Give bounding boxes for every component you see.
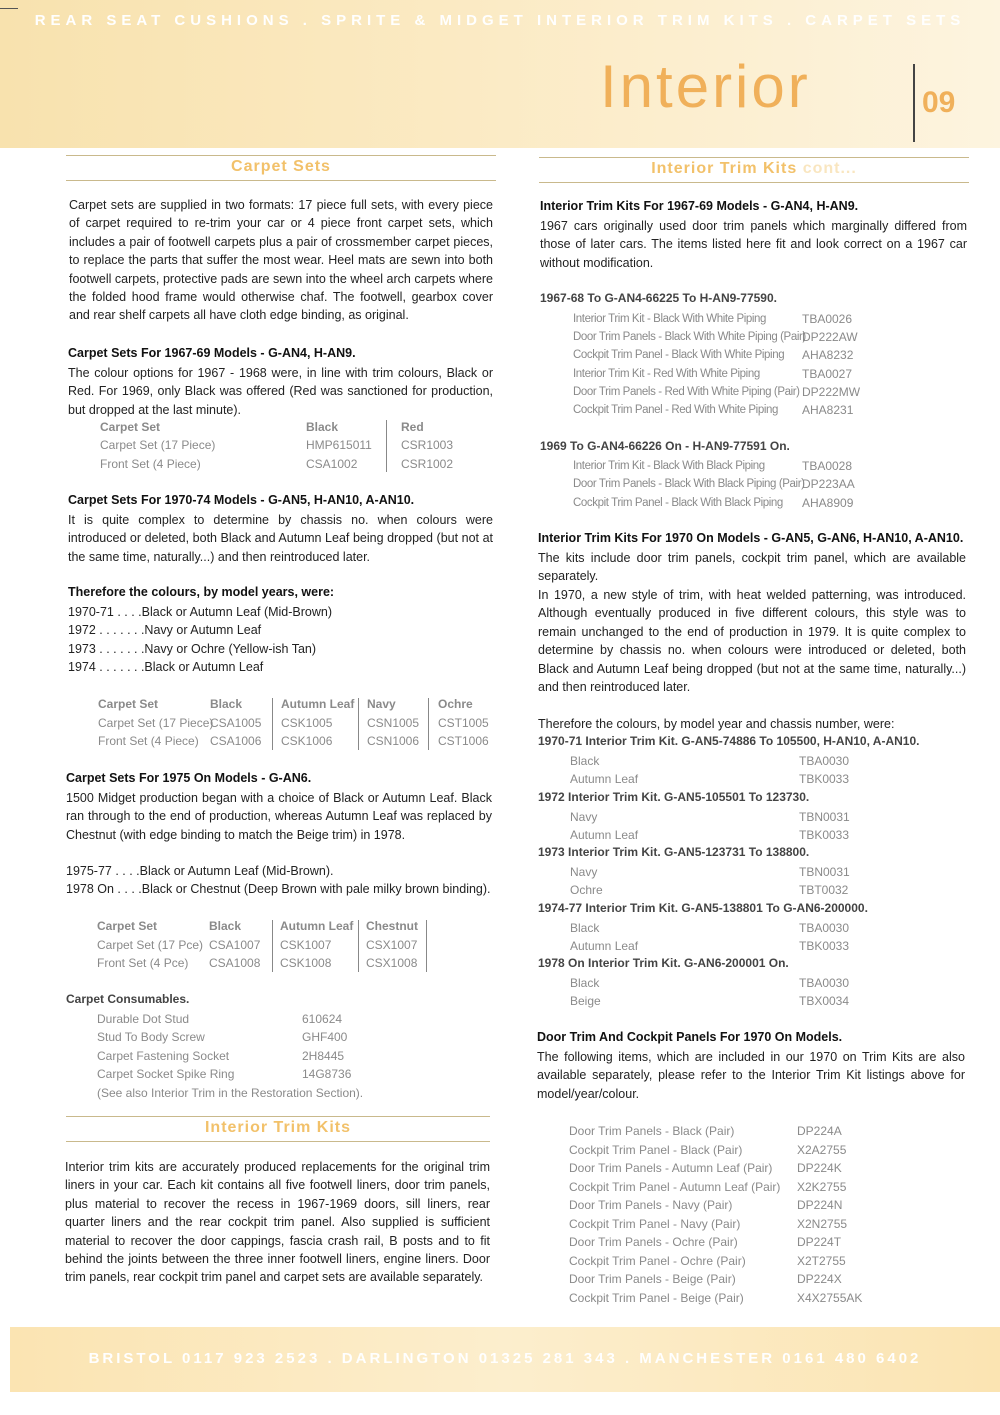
table-cell: CSR1002 xyxy=(401,457,454,471)
colour-code: TBX0034 xyxy=(799,994,850,1008)
trim-code: DP223AA xyxy=(802,477,855,491)
colour-code: TBN0031 xyxy=(799,865,850,879)
consumables-note: (See also Interior Trim in the Restoration Section). xyxy=(97,1086,364,1100)
year-line: 1974 . . . . . . .Black or Autumn Leaf xyxy=(68,660,264,674)
s3-title: Carpet Sets For 1975 On Models - G-AN6. xyxy=(66,771,312,785)
table-cell: CSN1005 xyxy=(367,716,420,730)
s2-text: It is quite complex to determine by chassis no. when colours were introduced or deleted, both Black and Autumn Leaf being dropped (but not at the same time, naturally...) and then reintroduced later. xyxy=(68,513,493,564)
r2-title: Interior Trim Kits For 1970 On Models - G-AN5, G-AN6, H-AN10, A-AN10. xyxy=(538,531,964,545)
panel-code: DP224X xyxy=(797,1272,842,1286)
table-header: Autumn Leaf xyxy=(281,697,355,711)
colour-name: Autumn Leaf xyxy=(570,772,639,786)
table-cell: CSA1008 xyxy=(209,956,261,970)
table-header: Carpet Set xyxy=(97,919,158,933)
year-line: 1972 . . . . . . .Navy or Autumn Leaf xyxy=(68,623,262,637)
table-cell: CSN1006 xyxy=(367,734,420,748)
consumable-code: 610624 xyxy=(302,1012,343,1026)
panel-item: Door Trim Panels - Ochre (Pair) xyxy=(569,1235,738,1249)
title-divider xyxy=(913,64,915,142)
trim-item: Interior Trim Kit - Red With White Piping xyxy=(573,368,760,380)
table-header: Black xyxy=(209,919,242,933)
trim-code: TBA0027 xyxy=(802,367,853,381)
table-cell: CSK1007 xyxy=(280,938,332,952)
panel-code: X4X2755AK xyxy=(797,1291,863,1305)
table-cell: CSA1006 xyxy=(210,734,262,748)
trim-item: Door Trim Panels - Black With Black Piping (Pair) xyxy=(573,478,805,490)
trim-code: AHA8231 xyxy=(802,403,854,417)
trim-code: AHA8232 xyxy=(802,348,854,362)
table-header: Navy xyxy=(367,697,396,711)
trim-item: Door Trim Panels - Red With White Piping (Pair) xyxy=(573,386,800,398)
colour-name: Black xyxy=(570,754,600,768)
colour-name: Beige xyxy=(570,994,601,1008)
table-cell: CSK1008 xyxy=(280,956,332,970)
consumable-code: GHF400 xyxy=(302,1030,348,1044)
year-line: 1975-77 . . . .Black or Autumn Leaf (Mid-Brown). xyxy=(66,864,334,878)
table-cell: Front Set (4 Pce) xyxy=(97,956,189,970)
trim-item: Cockpit Trim Panel - Red With White Piping xyxy=(573,404,778,416)
top-rule xyxy=(0,8,18,9)
trim-code: DP222AW xyxy=(802,330,858,344)
r1-title: Interior Trim Kits For 1967-69 Models - G-AN4, H-AN9. xyxy=(540,199,859,213)
table-cell: CSA1005 xyxy=(210,716,262,730)
table-header: Carpet Set xyxy=(98,697,159,711)
r2-group-title: 1973 Interior Trim Kit. G-AN5-123731 To 138800. xyxy=(538,845,810,859)
colour-name: Navy xyxy=(570,810,598,824)
consumable-name: Carpet Fastening Socket xyxy=(97,1049,230,1063)
page-number: 09 xyxy=(922,86,956,119)
trim-code: AHA8909 xyxy=(802,496,854,510)
colour-name: Black xyxy=(570,976,600,990)
table-cell: Carpet Set (17 Piece) xyxy=(100,438,216,452)
colour-code: TBA0030 xyxy=(799,976,850,990)
panel-code: X2N2755 xyxy=(797,1217,848,1231)
r3-text: The following items, which are included in our 1970 on Trim Kits are also available separately, please refer to the Interior Trim Kit listings above for model/year/colour. xyxy=(537,1050,965,1101)
table-cell: CSK1005 xyxy=(281,716,333,730)
r2-group-title: 1974-77 Interior Trim Kit. G-AN5-138801 To G-AN6-200000. xyxy=(538,901,868,915)
carpet-sets-intro: Carpet sets are supplied in two formats: 17 piece full sets, with every piece of carpet required to re-trim your car or 4 piece front carpet sets, which includes a pair of footwell carpets plus a pair of crossmember carpet pieces, to replace the parts that suffer the most wear. Heel mats are sewn into both footwell carpets, protective pads are sewn into the wheel arch carpets where the folded hood frame would otherwise chaf. The footwell, gearbox cover and rear shelf carpets all have cloth edge binding, as original. xyxy=(69,198,493,323)
table-divider xyxy=(272,920,273,972)
trim-item: Cockpit Trim Panel - Black With Black Piping xyxy=(573,497,783,509)
panel-item: Cockpit Trim Panel - Black (Pair) xyxy=(569,1143,743,1157)
r1-text: 1967 cars originally used door trim panels which marginally differed from those of later cars. The items listed here fit and look correct on a 1967 car without modification. xyxy=(540,219,967,270)
table-cell: Front Set (4 Piece) xyxy=(100,457,201,471)
table-divider xyxy=(386,420,387,472)
s1-title: Carpet Sets For 1967-69 Models - G-AN4, H-AN9. xyxy=(68,346,356,360)
colour-code: TBK0033 xyxy=(799,828,850,842)
panel-item: Door Trim Panels - Navy (Pair) xyxy=(569,1198,733,1212)
section-title: Interior xyxy=(600,53,811,120)
colour-code: TBT0032 xyxy=(799,883,849,897)
panel-item: Door Trim Panels - Autumn Leaf (Pair) xyxy=(569,1161,773,1175)
header-strip: REAR SEAT CUSHIONS . SPRITE & MIDGET INTERIOR TRIM KITS . CARPET SETS xyxy=(34,12,966,29)
table-cell: CSA1007 xyxy=(209,938,261,952)
r2-group-title: 1978 On Interior Trim Kit. G-AN6-200001 On. xyxy=(538,956,789,970)
s1-text: The colour options for 1967 - 1968 were, in line with trim colours, Black or Red. For 1969, only Black was offered (Red was sanctioned for production, but dropped at the last minute). xyxy=(68,366,493,417)
panel-code: X2K2755 xyxy=(797,1180,847,1194)
table-cell: CSX1008 xyxy=(366,956,418,970)
colour-code: TBA0030 xyxy=(799,921,850,935)
table-cell: HMP615011 xyxy=(306,438,372,452)
table-cell: CST1005 xyxy=(438,716,489,730)
s2-colours-title: Therefore the colours, by model years, were: xyxy=(68,585,335,599)
r1-g1-title: 1967-68 To G-AN4-66225 To H-AN9-77590. xyxy=(540,291,777,305)
consumable-name: Stud To Body Screw xyxy=(97,1030,205,1044)
table-cell: Carpet Set (17 Piece) xyxy=(98,716,214,730)
s3-text: 1500 Midget production began with a choice of Black or Autumn Leaf. Black ran through to the end of production, whereas Autumn Leaf was replaced by Chestnut (with edge binding to match the Beige trim) in 1978. xyxy=(66,791,492,842)
colour-name: Navy xyxy=(570,865,598,879)
consumable-code: 2H8445 xyxy=(302,1049,345,1063)
r2-text3: Therefore the colours, by model year and chassis number, were: xyxy=(538,717,895,731)
table-header: Carpet Set xyxy=(100,420,161,434)
trim-item: Interior Trim Kit - Black With White Piping xyxy=(573,313,767,325)
table-header: Autumn Leaf xyxy=(280,919,354,933)
table-header: Red xyxy=(401,420,424,434)
colour-name: Ochre xyxy=(570,883,603,897)
table-header: Chestnut xyxy=(366,919,418,933)
trim-code: TBA0026 xyxy=(802,312,853,326)
r2-group-title: 1970-71 Interior Trim Kit. G-AN5-74886 To 105500, H-AN10, A-AN10. xyxy=(538,734,920,748)
table-divider xyxy=(428,698,429,750)
panel-item: Door Trim Panels - Black (Pair) xyxy=(569,1124,735,1138)
table-cell: CSX1007 xyxy=(366,938,418,952)
colour-code: TBK0033 xyxy=(799,772,850,786)
table-header: Black xyxy=(306,420,339,434)
consumable-code: 14G8736 xyxy=(302,1067,352,1081)
footer-contacts: BRISTOL 0117 923 2523 . DARLINGTON 01325 281 343 . MANCHESTER 0161 480 6402 xyxy=(88,1350,922,1367)
panel-code: DP224N xyxy=(797,1198,843,1212)
r1-g2-title: 1969 To G-AN4-66226 On - H-AN9-77591 On. xyxy=(540,439,790,453)
trim-kits-heading-label: Interior Trim Kits xyxy=(204,1119,352,1136)
trim-item: Interior Trim Kit - Black With Black Piping xyxy=(573,460,765,472)
panel-item: Cockpit Trim Panel - Beige (Pair) xyxy=(569,1291,744,1305)
carpet-sets-heading xyxy=(66,155,496,181)
colour-code: TBA0030 xyxy=(799,754,850,768)
table-divider xyxy=(426,920,427,972)
table-divider xyxy=(358,920,359,972)
r2-text1: The kits include door trim panels, cockpit trim panel, which are available separately. xyxy=(538,551,966,584)
trim-kits-cont-heading-label xyxy=(539,160,969,178)
trim-kits-heading xyxy=(66,1116,490,1142)
year-line: 1978 On . . . .Black or Chestnut (Deep Brown with pale milky brown binding). xyxy=(66,882,491,896)
consumable-name: Durable Dot Stud xyxy=(97,1012,190,1026)
r2-group-title: 1972 Interior Trim Kit. G-AN5-105501 To 123730. xyxy=(538,790,810,804)
heading-cont: cont... xyxy=(802,160,857,177)
year-line: 1970-71 . . . .Black or Autumn Leaf (Mid-Brown) xyxy=(68,605,333,619)
panel-item: Cockpit Trim Panel - Autumn Leaf (Pair) xyxy=(569,1180,781,1194)
table-cell: CSA1002 xyxy=(306,457,358,471)
panel-item: Cockpit Trim Panel - Navy (Pair) xyxy=(569,1217,741,1231)
table-divider xyxy=(358,698,359,750)
trim-kits-text: Interior trim kits are accurately produced replacements for the original trim liners in your car. Each kit contains all five footwell liners, door trim panels, plus material to recover the recess in 1967-1969 doors, sill liners, rear quarter liners and the rear cockpit trim panel. Also supplied is sufficient material to recover the door cappings, fascia crash rail, B posts and to fit behind the joints between the three inner footwell liners, engine liners. Door trim panels, rear cockpit trim panel and carpet sets are available separately. xyxy=(65,1160,490,1285)
table-cell: Front Set (4 Piece) xyxy=(98,734,199,748)
table-cell: Carpet Set (17 Pce) xyxy=(97,938,204,952)
panel-item: Door Trim Panels - Beige (Pair) xyxy=(569,1272,736,1286)
table-cell: CSR1003 xyxy=(401,438,454,452)
r2-text2: In 1970, a new style of trim, with heat welded patterning, was introduced. Although eventually produced in five different colours, this style was to remain unchanged to the end of production in 1979. It is quite complex to determine by chassis no. when colours were introduced or deleted, both Black and Autumn Leaf being dropped (but not at the same time, naturally...) and then reintroduced later. xyxy=(538,588,966,695)
table-divider xyxy=(272,698,273,750)
carpet-sets-heading-label: Carpet Sets xyxy=(231,158,331,175)
trim-item: Cockpit Trim Panel - Black With White Piping xyxy=(573,349,785,361)
trim-kits-cont-heading xyxy=(539,157,969,183)
consumables-title: Carpet Consumables. xyxy=(66,992,190,1006)
trim-code: TBA0028 xyxy=(802,459,853,473)
panel-item: Cockpit Trim Panel - Ochre (Pair) xyxy=(569,1254,746,1268)
table-header: Ochre xyxy=(438,697,473,711)
colour-code: TBK0033 xyxy=(799,939,850,953)
colour-name: Autumn Leaf xyxy=(570,939,639,953)
table-cell: CSK1006 xyxy=(281,734,333,748)
trim-code: DP222MW xyxy=(802,385,861,399)
panel-code: DP224K xyxy=(797,1161,842,1175)
colour-name: Black xyxy=(570,921,600,935)
heading-main: Interior Trim Kits xyxy=(651,160,798,177)
colour-name: Autumn Leaf xyxy=(570,828,639,842)
s2-title: Carpet Sets For 1970-74 Models - G-AN5, H-AN10, A-AN10. xyxy=(68,493,415,507)
panel-code: DP224A xyxy=(797,1124,842,1138)
panel-code: X2T2755 xyxy=(797,1254,846,1268)
consumable-name: Carpet Socket Spike Ring xyxy=(97,1067,235,1081)
r3-title: Door Trim And Cockpit Panels For 1970 On Models. xyxy=(537,1030,843,1044)
year-line: 1973 . . . . . . .Navy or Ochre (Yellow-ish Tan) xyxy=(68,642,317,656)
table-header: Black xyxy=(210,697,243,711)
table-cell: CST1006 xyxy=(438,734,489,748)
panel-code: DP224T xyxy=(797,1235,842,1249)
colour-code: TBN0031 xyxy=(799,810,850,824)
trim-item: Door Trim Panels - Black With White Piping (Pair) xyxy=(573,331,806,343)
panel-code: X2A2755 xyxy=(797,1143,847,1157)
